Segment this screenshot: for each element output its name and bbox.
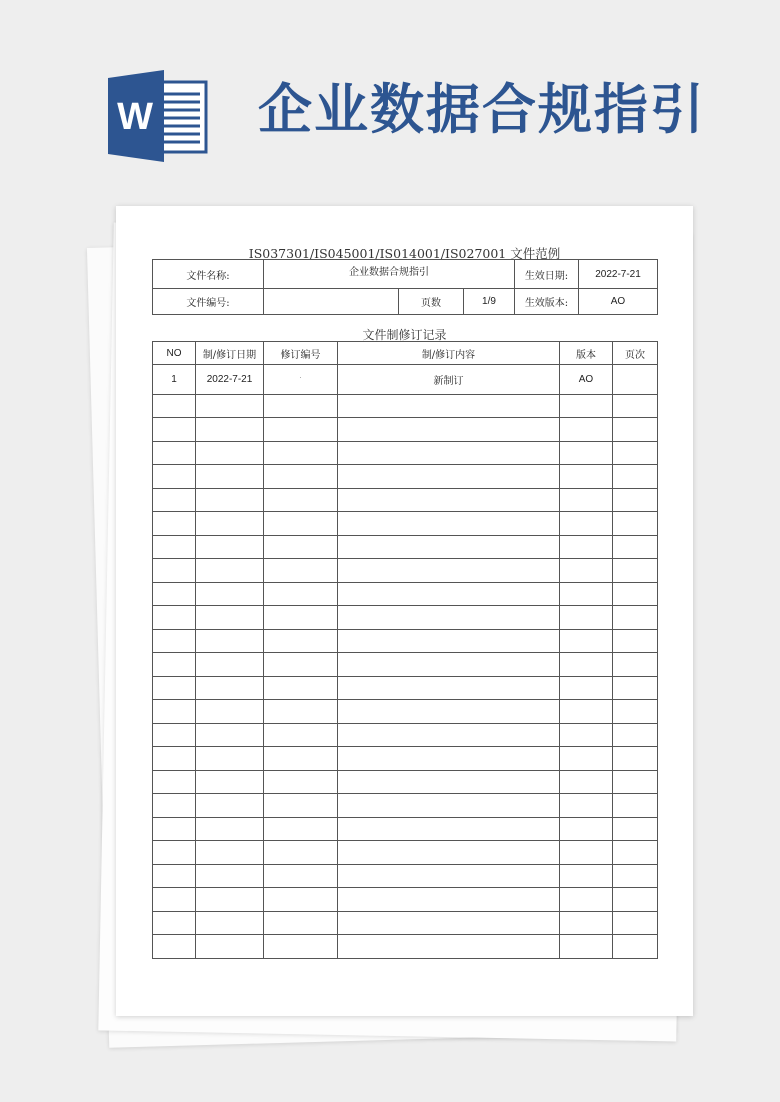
cell-version xyxy=(560,841,613,865)
cell-no xyxy=(153,418,196,442)
col-header-revision-no: 修订编号 xyxy=(264,342,338,365)
cell-revision-no xyxy=(264,535,338,559)
cell-no xyxy=(153,864,196,888)
cell-version xyxy=(560,441,613,465)
cell-date xyxy=(196,723,264,747)
file-no-label: 文件编号: xyxy=(153,289,264,315)
cell-version xyxy=(560,864,613,888)
cell-no xyxy=(153,629,196,653)
cell-revision-no xyxy=(264,794,338,818)
cell-page xyxy=(613,700,658,724)
cell-version xyxy=(560,606,613,630)
table-row xyxy=(153,935,658,959)
word-icon-letter: W xyxy=(117,96,153,138)
cell-version xyxy=(560,488,613,512)
cell-revision-no xyxy=(264,488,338,512)
cell-content xyxy=(338,559,560,583)
table-row xyxy=(153,488,658,512)
cell-date xyxy=(196,770,264,794)
cell-date xyxy=(196,911,264,935)
cell-date xyxy=(196,864,264,888)
cell-version xyxy=(560,817,613,841)
cell-page xyxy=(613,535,658,559)
cell-version xyxy=(560,582,613,606)
cell-revision-no xyxy=(264,512,338,536)
cell-content xyxy=(338,747,560,771)
version-label: 生效版本: xyxy=(515,289,579,315)
cell-no xyxy=(153,676,196,700)
cell-version xyxy=(560,653,613,677)
table-row xyxy=(153,864,658,888)
cell-date xyxy=(196,841,264,865)
cell-version xyxy=(560,911,613,935)
cell-version xyxy=(560,794,613,818)
cell-no xyxy=(153,700,196,724)
cell-content xyxy=(338,653,560,677)
cell-page xyxy=(613,365,658,395)
cell-content: 新制订 xyxy=(338,365,560,395)
cell-page xyxy=(613,841,658,865)
page-title: 企业数据合规指引 xyxy=(258,78,706,141)
cell-page xyxy=(613,629,658,653)
cell-page xyxy=(613,747,658,771)
cell-page xyxy=(613,394,658,418)
cell-content xyxy=(338,394,560,418)
cell-no xyxy=(153,465,196,489)
cell-version xyxy=(560,629,613,653)
cell-page xyxy=(613,418,658,442)
cell-content xyxy=(338,935,560,959)
cell-version xyxy=(560,935,613,959)
cell-no xyxy=(153,723,196,747)
cell-revision-no xyxy=(264,629,338,653)
cell-revision-no xyxy=(264,653,338,677)
file-info-table xyxy=(152,259,658,315)
cell-content xyxy=(338,582,560,606)
cell-date xyxy=(196,488,264,512)
table-row xyxy=(153,653,658,677)
cell-content xyxy=(338,535,560,559)
col-header-content: 制/修订内容 xyxy=(338,342,560,365)
cell-version xyxy=(560,418,613,442)
cell-page xyxy=(613,794,658,818)
cell-revision-no xyxy=(264,606,338,630)
table-row xyxy=(153,394,658,418)
cell-revision-no xyxy=(264,676,338,700)
cell-date xyxy=(196,512,264,536)
cell-no: 1 xyxy=(153,365,196,395)
cell-no xyxy=(153,488,196,512)
cell-page xyxy=(613,653,658,677)
table-row xyxy=(153,911,658,935)
cell-revision-no xyxy=(264,770,338,794)
cell-content xyxy=(338,864,560,888)
cell-page xyxy=(613,864,658,888)
cell-revision-no xyxy=(264,841,338,865)
document-page xyxy=(116,206,693,1016)
cell-content xyxy=(338,488,560,512)
table-row xyxy=(153,535,658,559)
standards-line: IS037301/IS045001/IS014001/IS027001 文件范例 xyxy=(248,246,561,261)
cell-date xyxy=(196,394,264,418)
cell-version xyxy=(560,465,613,489)
cell-revision-no xyxy=(264,864,338,888)
cell-page xyxy=(613,770,658,794)
table-row xyxy=(153,582,658,606)
table-row xyxy=(153,676,658,700)
table-row xyxy=(153,723,658,747)
cell-version xyxy=(560,535,613,559)
cell-revision-no xyxy=(264,465,338,489)
cell-page xyxy=(613,512,658,536)
table-row xyxy=(153,418,658,442)
cell-no xyxy=(153,582,196,606)
cell-content xyxy=(338,606,560,630)
cell-revision-no xyxy=(264,559,338,583)
table-row xyxy=(153,888,658,912)
cell-content xyxy=(338,629,560,653)
cell-version xyxy=(560,723,613,747)
cell-page xyxy=(613,935,658,959)
cell-no xyxy=(153,841,196,865)
file-name-value: 企业数据合规指引 xyxy=(264,260,515,289)
cell-date xyxy=(196,606,264,630)
table-row xyxy=(153,817,658,841)
cell-page xyxy=(613,488,658,512)
cell-page xyxy=(613,723,658,747)
cell-page xyxy=(613,465,658,489)
revision-table xyxy=(152,341,658,959)
cell-date xyxy=(196,418,264,442)
table-row xyxy=(153,559,658,583)
cell-no xyxy=(153,935,196,959)
version-value: AO xyxy=(579,289,658,315)
cell-date xyxy=(196,559,264,583)
cell-version xyxy=(560,747,613,771)
cell-no xyxy=(153,394,196,418)
cell-date xyxy=(196,629,264,653)
cell-content xyxy=(338,512,560,536)
cell-no xyxy=(153,535,196,559)
table-row xyxy=(153,365,658,395)
cell-content xyxy=(338,676,560,700)
cell-page xyxy=(613,582,658,606)
cell-revision-no xyxy=(264,441,338,465)
cell-content xyxy=(338,441,560,465)
file-no-value xyxy=(264,289,399,315)
cell-page xyxy=(613,441,658,465)
cell-date xyxy=(196,747,264,771)
cell-content xyxy=(338,817,560,841)
revision-record-title: 文件制修订记录 xyxy=(362,328,447,342)
cell-revision-no xyxy=(264,911,338,935)
cell-no xyxy=(153,606,196,630)
cell-date xyxy=(196,935,264,959)
cell-content xyxy=(338,911,560,935)
cell-revision-no xyxy=(264,394,338,418)
cell-content xyxy=(338,418,560,442)
cell-version xyxy=(560,512,613,536)
cell-revision-no: . xyxy=(264,365,338,395)
cell-version xyxy=(560,888,613,912)
cell-no xyxy=(153,512,196,536)
table-row xyxy=(153,606,658,630)
col-header-version: 版本 xyxy=(560,342,613,365)
cell-page xyxy=(613,676,658,700)
pages-value: 1/9 xyxy=(464,289,515,315)
cell-date xyxy=(196,700,264,724)
cell-date: 2022-7-21 xyxy=(196,365,264,395)
cell-no xyxy=(153,653,196,677)
table-row xyxy=(153,441,658,465)
cell-no xyxy=(153,817,196,841)
cell-date xyxy=(196,582,264,606)
cell-version xyxy=(560,700,613,724)
col-header-no: NO xyxy=(153,342,196,365)
cell-content xyxy=(338,888,560,912)
table-row xyxy=(153,465,658,489)
table-row xyxy=(153,841,658,865)
cell-content xyxy=(338,841,560,865)
cell-page xyxy=(613,559,658,583)
cell-revision-no xyxy=(264,418,338,442)
cell-version xyxy=(560,676,613,700)
cell-no xyxy=(153,888,196,912)
cell-version xyxy=(560,770,613,794)
cell-revision-no xyxy=(264,817,338,841)
cell-content xyxy=(338,700,560,724)
pages-label: 页数 xyxy=(399,289,464,315)
cell-date xyxy=(196,676,264,700)
cell-date xyxy=(196,441,264,465)
table-row xyxy=(153,770,658,794)
cell-page xyxy=(613,888,658,912)
cell-version xyxy=(560,394,613,418)
cell-content xyxy=(338,794,560,818)
cell-date xyxy=(196,465,264,489)
cell-version: AO xyxy=(560,365,613,395)
word-icon xyxy=(108,70,208,162)
cell-revision-no xyxy=(264,700,338,724)
table-row xyxy=(153,747,658,771)
table-row xyxy=(153,794,658,818)
cell-revision-no xyxy=(264,723,338,747)
cell-date xyxy=(196,888,264,912)
cell-revision-no xyxy=(264,888,338,912)
cell-date xyxy=(196,653,264,677)
cell-no xyxy=(153,747,196,771)
effective-date-value: 2022-7-21 xyxy=(579,260,658,289)
cell-no xyxy=(153,911,196,935)
cell-no xyxy=(153,794,196,818)
cell-no xyxy=(153,559,196,583)
cell-page xyxy=(613,817,658,841)
cell-date xyxy=(196,817,264,841)
cell-no xyxy=(153,770,196,794)
cell-content xyxy=(338,465,560,489)
cell-no xyxy=(153,441,196,465)
cell-page xyxy=(613,606,658,630)
table-row xyxy=(153,512,658,536)
effective-date-label: 生效日期: xyxy=(515,260,579,289)
cell-content xyxy=(338,770,560,794)
cell-revision-no xyxy=(264,935,338,959)
col-header-page: 页次 xyxy=(613,342,658,365)
cell-content xyxy=(338,723,560,747)
cell-revision-no xyxy=(264,747,338,771)
cell-page xyxy=(613,911,658,935)
file-name-label: 文件名称: xyxy=(153,260,264,289)
table-row xyxy=(153,629,658,653)
cell-version xyxy=(560,559,613,583)
col-header-date: 制/修订日期 xyxy=(196,342,264,365)
table-row xyxy=(153,700,658,724)
cell-date xyxy=(196,535,264,559)
cell-revision-no xyxy=(264,582,338,606)
cell-date xyxy=(196,794,264,818)
